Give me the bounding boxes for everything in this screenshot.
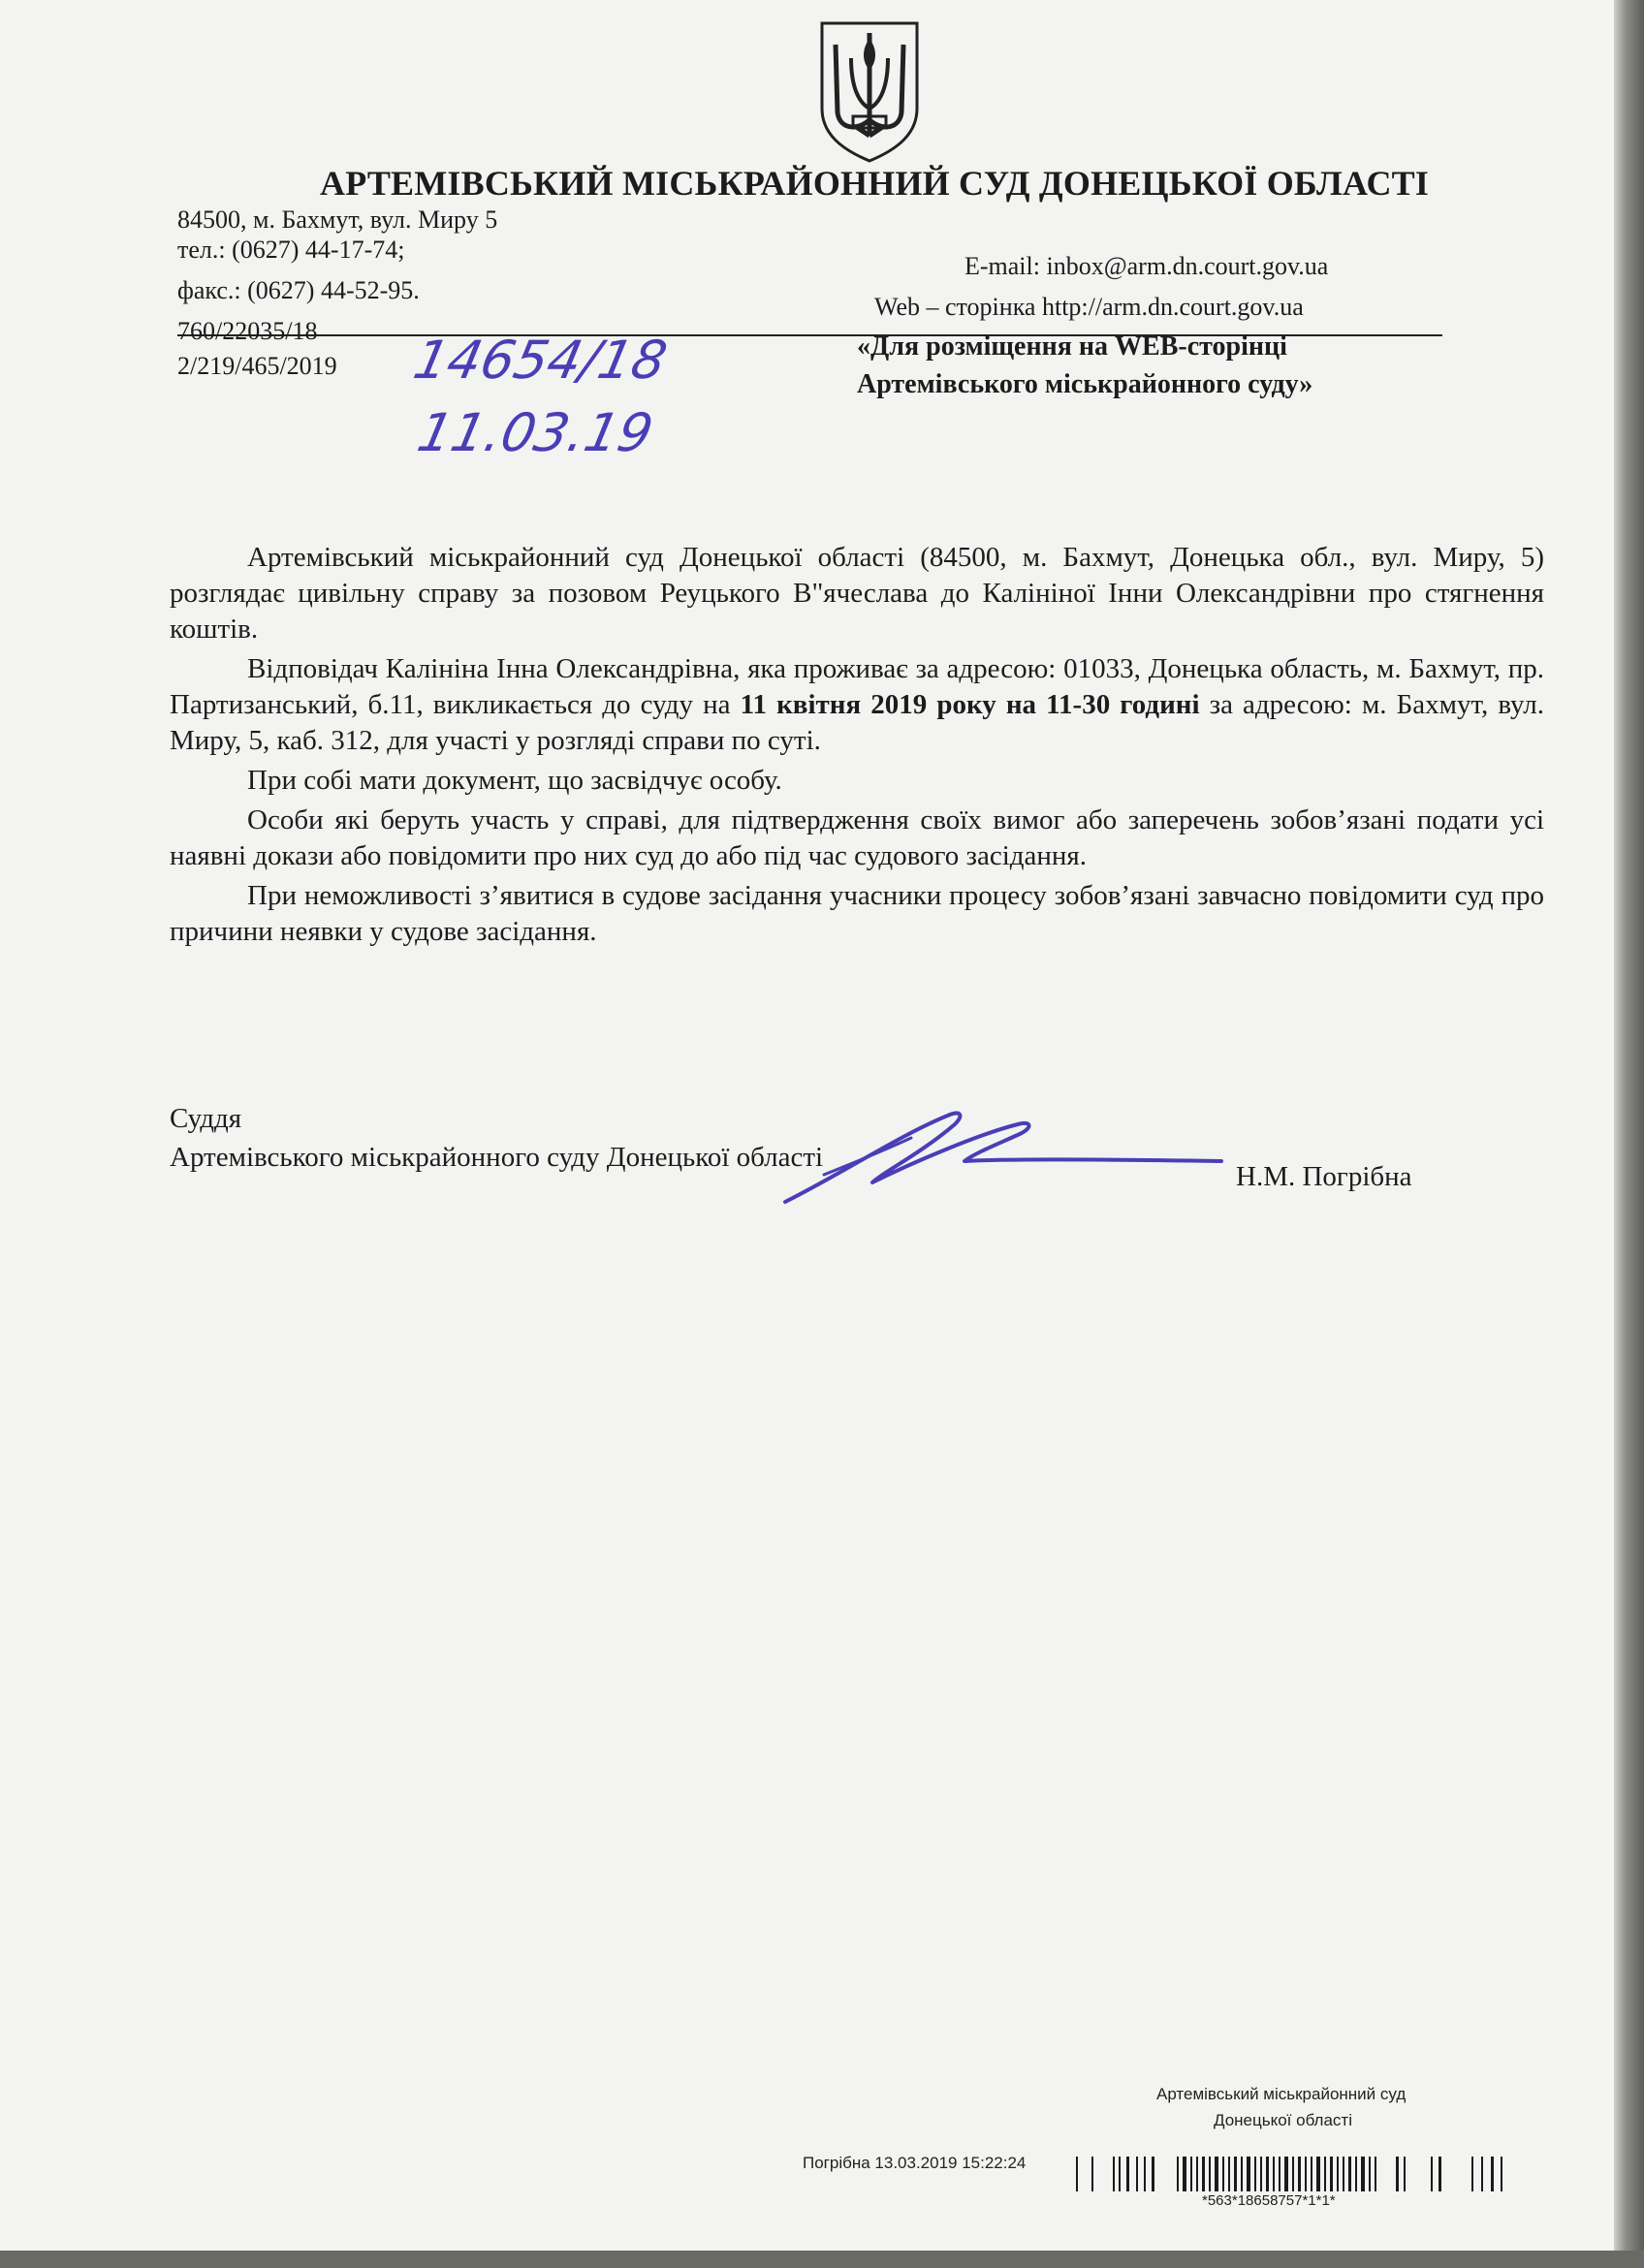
case-number-1: 760/22035/18 bbox=[177, 317, 318, 345]
court-title: АРТЕМІВСЬКИЙ МІСЬКРАЙОННИЙ СУД ДОНЕЦЬКОЇ ОБЛАСТІ bbox=[320, 164, 1430, 203]
signature-court: Артемівського міськрайонного суду Донецької області bbox=[170, 1142, 824, 1173]
scan-edge-bottom bbox=[0, 2251, 1644, 2268]
case-number-2: 2/219/465/2019 bbox=[177, 352, 337, 380]
notice-body bbox=[170, 540, 1544, 954]
court-address: 84500, м. Бахмут, вул. Миру 5 bbox=[177, 205, 498, 234]
court-email: E-mail: inbox@arm.dn.court.gov.ua bbox=[964, 252, 1329, 280]
publication-note-line2: Артемівського міськрайонного суду» bbox=[857, 369, 1313, 399]
paragraph-id-document: При собі мати документ, що засвідчує особу. bbox=[247, 765, 782, 796]
stamp-court-line1: Артемівський міськрайонний суд bbox=[1156, 2085, 1407, 2103]
document-barcode bbox=[1076, 2155, 1536, 2193]
paragraph-summons: Відповідач Калініна Інна Олександрівна, яка проживає за адресою: 01033, Донецька область, м. Бахмут, пр. Партизанський, б.11, викликається до суду на 11 квітня 2019 року на 11-30 годині за адресою: м. Бахмут, вул. Миру, 5, каб. 312, для участі у розгляді справи по суті. bbox=[170, 653, 1544, 756]
stamp-signed-by: Погрібна 13.03.2019 15:22:24 bbox=[803, 2154, 1027, 2172]
stamp-court-line2: Донецької області bbox=[1214, 2111, 1352, 2129]
handwritten-date: 11.03.19 bbox=[412, 402, 659, 463]
handwritten-signature bbox=[766, 1095, 1250, 1212]
paragraph-absence-notice: При неможливості з’явитися в судове засідання учасники процесу зобов’язані завчасно повідомити суд про причини неявки у судове засідання. bbox=[170, 880, 1544, 947]
paragraph-evidence: Особи які беруть участь у справі, для підтвердження своїх вимог або заперечень зобов’язані подати усі наявні докази або повідомити про них суд до або під час судового засідання. bbox=[170, 804, 1544, 871]
scan-edge-right bbox=[1614, 0, 1644, 2268]
signature-role: Суддя bbox=[170, 1103, 242, 1134]
court-phone: тел.: (0627) 44-17-74; bbox=[177, 236, 405, 264]
court-website: Web – сторінка http://arm.dn.court.gov.ua bbox=[874, 293, 1304, 321]
barcode-text: *563*18658757*1*1* bbox=[1202, 2192, 1336, 2209]
coat-of-arms-emblem bbox=[816, 19, 923, 165]
judge-name: Н.М. Погрібна bbox=[1236, 1161, 1412, 1192]
publication-note-line1: «Для розміщення на WEB-сторінці bbox=[857, 331, 1287, 362]
hearing-datetime: 11 квітня 2019 року на 11-30 годині bbox=[740, 689, 1200, 720]
court-fax: факс.: (0627) 44-52-95. bbox=[177, 276, 420, 304]
handwritten-reg-number: 14654/18 bbox=[408, 330, 673, 391]
paragraph-case-description: Артемівський міськрайонний суд Донецької області (84500, м. Бахмут, Донецька обл., вул. Миру, 5) розглядає цивільну справу за позовом Реуцького В"ячеслава до Калініної Інни Олександрівни про стягнення коштів. bbox=[170, 542, 1544, 645]
